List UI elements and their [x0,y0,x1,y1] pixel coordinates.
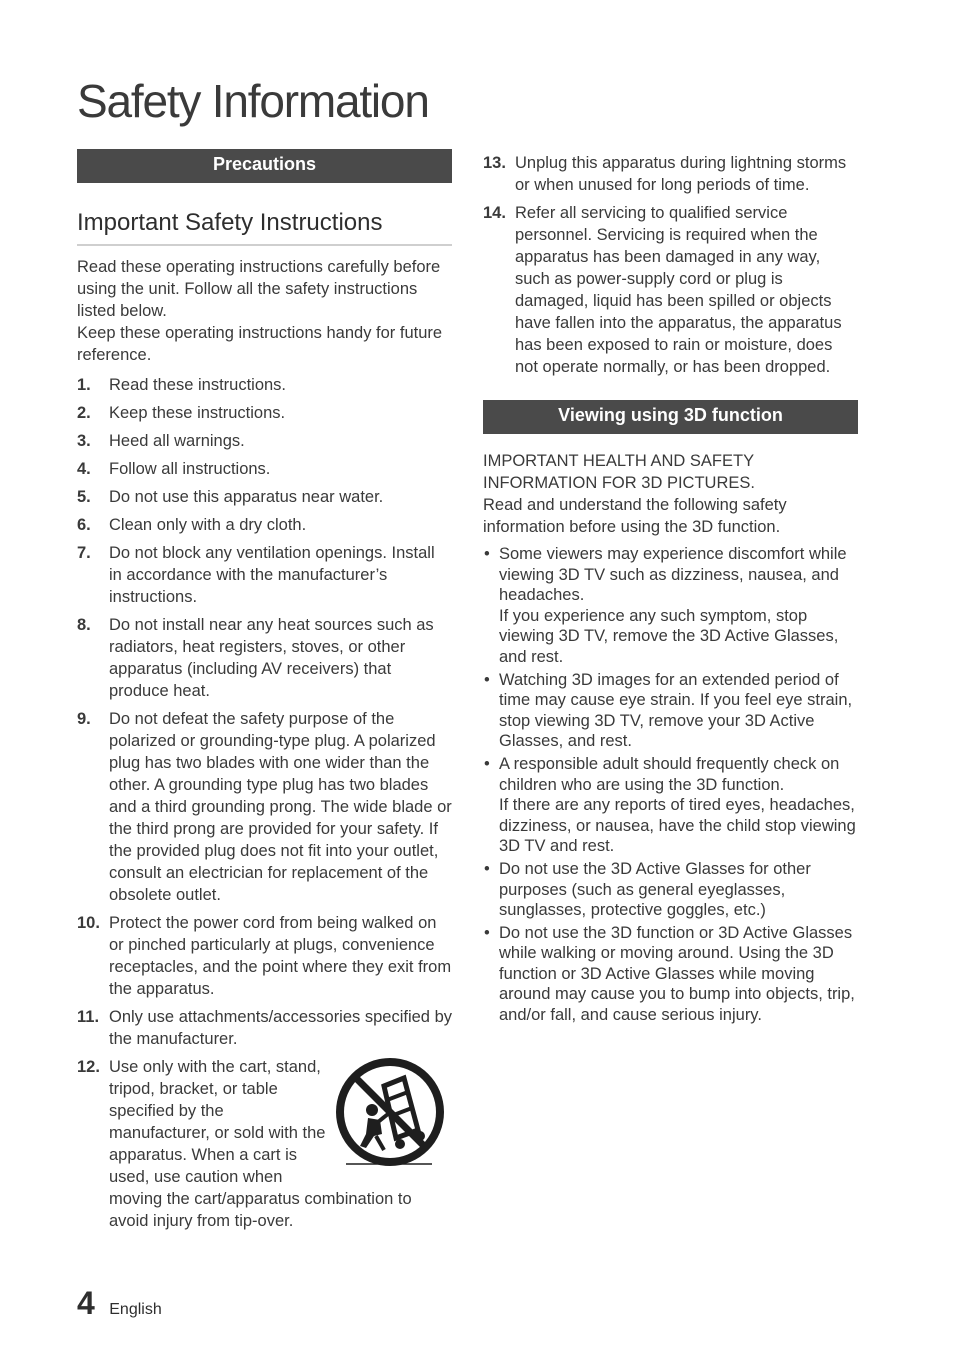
item-number: 1. [77,376,91,394]
list-item [483,754,858,857]
intro-3d-text-2: Read and understand the following safety information before using the 3D function. [483,496,787,536]
item-text: Do not install near any heat sources such as radiators, heat registers, stoves, or other apparatus (including AV receivers) that produce heat. [109,616,434,700]
item-number: 5. [77,488,91,506]
item-text: Heed all warnings. [109,432,245,450]
bullet-text: Do not use the 3D Active Glasses for other purposes (such as general eyeglasses, sunglasses, protective goggles, etc.) [499,859,811,920]
page-number: 4 [77,1285,95,1321]
list-item [77,514,452,536]
item-text: Unplug this apparatus during lightning storms or when unused for long periods of time. [515,154,847,194]
list-item [483,544,858,668]
bullet-dot: • [484,670,490,689]
precautions-section-bar: Precautions [77,149,452,183]
bullet-dot: • [484,859,490,878]
item-text: Keep these instructions. [109,404,286,422]
list-item [77,402,452,424]
list-item [483,202,858,378]
right-column [483,152,858,1028]
item-text: Do not defeat the safety purpose of the polarized or grounding-type plug. A polarized plug has two blades with one wider than the other. A grounding type plug has two blades and a third grounding prong. The wide blade or the third prong are provided for your safety. If the provided plug does not fit into your outlet, consult an electrician for replacement of the obsolete outlet. [109,710,452,904]
list-item [483,670,858,752]
item-text: Protect the power cord from being walked on or pinched particularly at plugs, convenience receptacles, and the point where they exit from the apparatus. [109,914,452,998]
item-text: Refer all servicing to qualified service personnel. Servicing is required when the apparatus has been damaged in any way, such as power-supply cord or plug is damaged, liquid has been spilled or objects have fallen into the apparatus, the apparatus has been exposed to rain or moisture, does not operate normally, or has been dropped. [515,204,842,376]
item-number: 10. [77,914,100,932]
list-item [483,859,858,921]
item-text: Clean only with a dry cloth. [109,516,307,534]
list-item [77,708,452,906]
item-text: Read these instructions. [109,376,287,394]
item-number: 2. [77,404,91,422]
list-item [77,374,452,396]
safety-instructions-list-continued [483,152,858,378]
bullet-dot: • [484,545,490,563]
item-text: Only use attachments/accessories specified by the manufacturer. [109,1008,452,1048]
intro-paragraph [77,256,452,366]
item-number: 4. [77,460,91,478]
intro-text-1: Read these operating instructions carefully before using the unit. Follow all the safety instructions listed below. [77,258,441,320]
viewing-3d-section-bar: Viewing using 3D function [483,400,858,434]
bullet-subtext: If there are any reports of tired eyes, headaches, dizziness, or nausea, have the child stop viewing 3D TV and rest. [499,796,856,856]
bullet-text: Do not use the 3D function or 3D Active Glasses while walking or moving around. Using the 3D function or 3D Active Glasses while moving around may cause you to bump into objects, trip, and/or fall, and cause serious injury. [499,923,855,1025]
item-text: Use only with the cart, stand, tripod, bracket, or table specified by the manufacturer, or sold with the apparatus. When a cart is used, use caution when moving the cart/apparatus combination to avoid injury from tip-over. [109,1058,412,1230]
page-title: Safety Information [77,75,429,127]
intro-text-2: Keep these operating instructions handy for future reference. [77,324,443,364]
list-item [77,1006,452,1050]
3d-safety-bullets [483,544,858,1026]
bullet-text: Some viewers may experience discomfort while viewing 3D TV such as dizziness, nausea, and headaches. [499,545,847,605]
item-number: 12. [77,1058,100,1076]
list-item [77,430,452,452]
left-column [77,149,452,1238]
item-number: 3. [77,432,91,450]
list-item [77,1056,452,1232]
list-item [77,458,452,480]
item-text: Do not block any ventilation openings. Install in accordance with the manufacturer’s instructions. [109,544,435,606]
list-item [77,542,452,608]
list-item [77,912,452,1000]
list-item [77,486,452,508]
list-item [483,923,858,1026]
list-item [77,614,452,702]
item-number: 8. [77,616,91,634]
item-number: 13. [483,154,506,172]
bullet-dot: • [484,923,490,942]
item-text: Follow all instructions. [109,460,271,478]
item-number: 9. [77,710,91,728]
item-number: 14. [483,204,506,222]
page-footer [77,1285,162,1322]
important-safety-heading: Important Safety Instructions [77,208,452,246]
item-number: 7. [77,544,91,562]
page-language: English [109,1301,162,1318]
intro-3d-text-1: IMPORTANT HEALTH AND SAFETY INFORMATION FOR 3D PICTURES. [483,452,755,492]
intro-3d-paragraph [483,450,858,538]
bullet-text: Watching 3D images for an extended period of time may cause eye strain. If you feel eye strain, stop viewing 3D TV, remove your 3D Active Glasses, and rest. [499,670,853,751]
item-number: 11. [77,1008,100,1026]
bullet-text: A responsible adult should frequently check on children who are using the 3D function. [499,754,840,794]
cart-tip-over-warning-icon [332,1056,448,1168]
bullet-subtext: If you experience any such symptom, stop viewing 3D TV, remove the 3D Active Glasses, and rest. [499,606,839,666]
item-text: Do not use this apparatus near water. [109,488,384,506]
bullet-dot: • [484,754,490,773]
item-number: 6. [77,516,91,534]
list-item [483,152,858,196]
safety-instructions-list [77,374,452,1232]
